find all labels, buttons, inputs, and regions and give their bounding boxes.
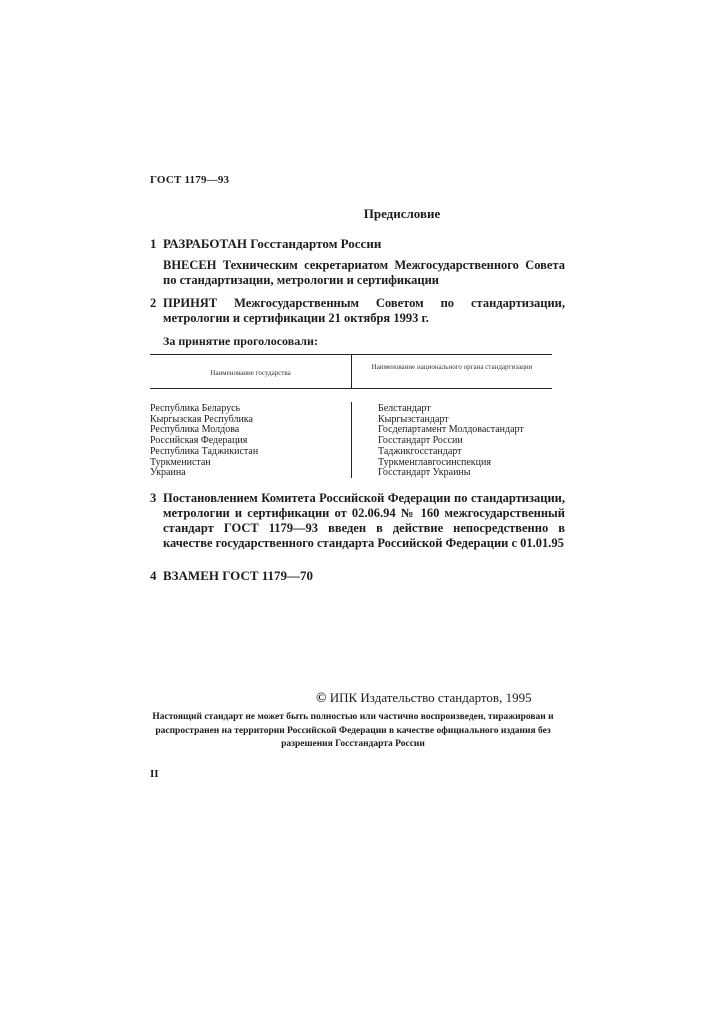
section-1-introduced	[150, 258, 565, 288]
table-row-body: Госстандарт Украины	[378, 467, 471, 479]
table-body-divider	[351, 402, 352, 478]
section-1-introduced-text: ВНЕСЕН Техническим секретариатом Межгосударственного Совета по стандартизации, метрологии и сертификации	[163, 258, 565, 287]
column-header-state: Наименование государства	[210, 369, 291, 377]
table-row-body: Туркменглавгосинспекция	[378, 456, 491, 468]
table-row-state: Кыргызская Республика	[150, 413, 253, 425]
copyright-text: ИПК Издательство стандартов, 1995	[329, 690, 532, 705]
section-2-number: 2	[150, 296, 157, 310]
section-3-number: 3	[150, 491, 157, 505]
section-2-text: ПРИНЯТ Межгосударственным Советом по стандартизации, метрологии и сертификации 21 октября 1993 г.	[163, 296, 565, 325]
document-code: ГОСТ 1179—93	[150, 174, 230, 186]
section-3-text: Постановлением Комитета Российской Федерации по стандартизации, метрологии и сертификации от 02.06.94 № 160 межгосударственный стандарт ГОСТ 1179—93 введен в действие непосредственно в качестве государственного стандарта Российской Федерации с 01.01.95	[163, 491, 565, 550]
table-row-state: Туркменистан	[150, 456, 211, 468]
section-1-text: РАЗРАБОТАН Госстандартом России	[163, 236, 382, 251]
section-4-text: ВЗАМЕН ГОСТ 1179—70	[163, 568, 314, 583]
state-list	[150, 404, 350, 479]
section-4-number: 4	[150, 568, 157, 583]
table-row-state: Украина	[150, 467, 186, 479]
page-number: II	[150, 768, 159, 780]
table-header-rule	[150, 388, 552, 389]
reproduction-notice: Настоящий стандарт не может быть полностью или частично воспроизведен, тиражирован и распространен на территории Российской Федерации в качестве официального издания без разрешения Госстандарта России	[152, 712, 554, 749]
column-header-body: Наименование национального органа стандартизации	[371, 363, 533, 371]
section-3	[150, 491, 565, 551]
copyright-line	[316, 690, 532, 707]
section-1	[150, 236, 565, 251]
table-row-body: Белстандарт	[378, 403, 431, 414]
vote-table	[150, 354, 552, 478]
preface-title: Предисловие	[363, 206, 441, 221]
body-list	[378, 404, 558, 479]
vote-label: За принятие проголосовали:	[163, 334, 318, 348]
table-row-body: Кыргызстандарт	[378, 413, 449, 425]
table-row-state: Республика Таджикистан	[150, 445, 259, 457]
table-row-state: Республика Молдова	[150, 424, 240, 436]
table-row-body: Таджикгосстандарт	[378, 445, 462, 457]
table-row-state: Российская Федерация	[150, 435, 248, 447]
table-row-body: Госдепартамент Молдовастандарт	[378, 424, 524, 436]
section-1-number: 1	[150, 236, 157, 251]
table-row-state: Республика Беларусь	[150, 403, 241, 414]
section-2	[150, 296, 565, 326]
copyright-icon: ©	[316, 691, 327, 706]
section-4	[150, 568, 565, 583]
table-row-body: Госстандарт России	[378, 435, 463, 447]
table-header-divider	[351, 354, 352, 388]
